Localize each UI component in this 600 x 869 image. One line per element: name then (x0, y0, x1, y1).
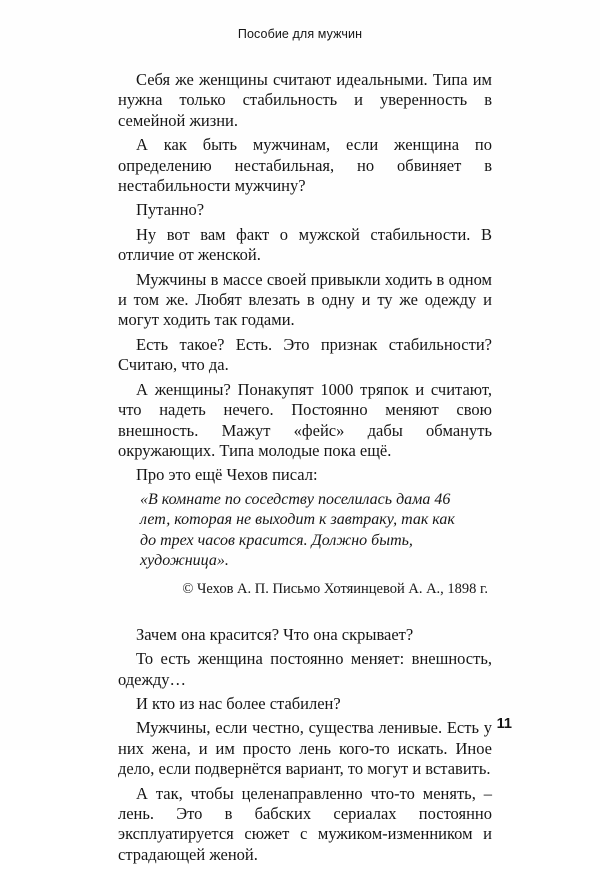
paragraph: Себя же женщины считают идеальными. Типа им нужна только стабильность и уверенность в семейной жизни. (118, 70, 492, 130)
paragraph: Есть такое? Есть. Это признак стабильности? Считаю, что да. (118, 334, 492, 375)
paragraph: Зачем она красится? Что она скрывает? (136, 624, 414, 644)
paragraph: То есть женщина постоянно меняет: внешность, одежду… (118, 649, 492, 689)
page-number: 11 (496, 716, 512, 732)
page-body (118, 70, 492, 869)
paragraph: Мужчины, если честно, существа ленивые. Есть у них жена, и им просто лень кого-то искать. Иное дело, если подвернётся вариант, то могут и вставить. (118, 718, 492, 779)
quote-intro: Про это ещё Чехов писал: (136, 465, 318, 485)
quote-attribution: © Чехов А. П. Письмо Хотяинцевой А. А., 1898 г. (182, 580, 488, 597)
block-quote: «В комнате по соседству поселилась дама 46 лет, которая не выходит к завтраку, так как до трех часов красится. Должно быть, художница». (140, 490, 455, 570)
paragraph: А женщины? Понакупят 1000 тряпок и считают, что надеть нечего. Постоянно меняют свою внешность. Мажут «фейс» дабы обмануть окружающих. Типа молодые пока ещё. (118, 379, 492, 460)
paragraph: А так, чтобы целенаправленно что-то менять, – лень. Это в бабских сериалах постоянно эксплуатируется сюжет с мужиком-изменником и страдающей женой. (118, 783, 492, 864)
paragraph: И кто из нас более стабилен? (136, 693, 341, 713)
paragraph: Ну вот вам факт о мужской стабильности. В отличие от женской. (118, 224, 492, 265)
paragraph: Мужчины в массе своей привыкли ходить в одном и том же. Любят влезать в одну и ту же одежду и могут ходить так годами. (118, 269, 492, 330)
paragraph: А как быть мужчинам, если женщина по определению нестабильная, но обвиняет в нестабильности мужчину? (118, 135, 492, 196)
paragraph: Путанно? (136, 200, 205, 220)
running-header: Пособие для мужчин (237, 27, 363, 41)
